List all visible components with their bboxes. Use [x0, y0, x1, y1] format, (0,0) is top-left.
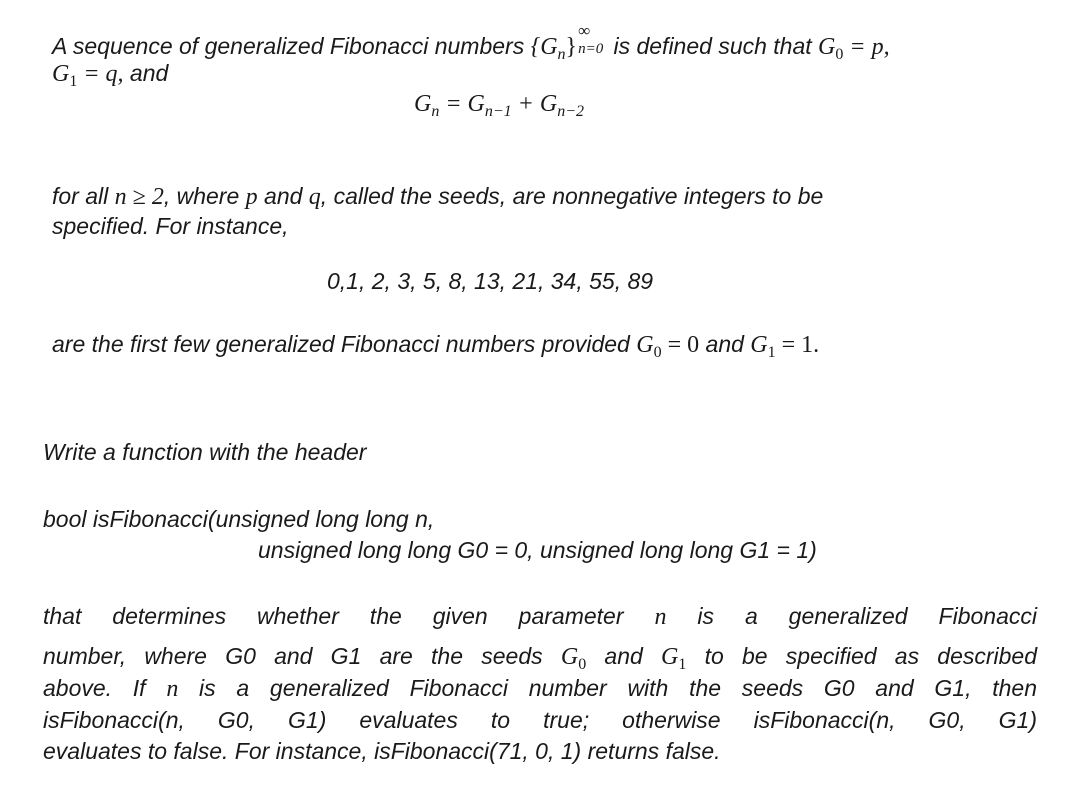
description-g1: G	[661, 644, 679, 670]
provided-g1-rhs: = 1.	[775, 332, 820, 358]
seeds-line-2	[52, 215, 289, 238]
description-text-4: isFibonacci(n, G0, G1) evaluates to true; otherwise isFibonacci(n, G0, G1)	[43, 707, 1037, 733]
recurrence-lhs-sub: n	[431, 103, 440, 120]
description-line-3	[43, 677, 1037, 701]
description-line-1	[43, 605, 1037, 629]
definition-line-1	[52, 21, 890, 63]
sequence-set-subscript: n	[557, 46, 566, 63]
description-line-2	[43, 643, 1038, 673]
provided-g0-sub: 0	[653, 344, 662, 361]
seeds-text-a: for all	[52, 183, 115, 209]
description-text-3b: is a generalized Fibonacci number with the seeds G0 and G1, then	[178, 675, 1037, 701]
g0-rhs: = p,	[843, 34, 890, 60]
description-text-2a: number, where G0 and G1 are the seeds	[43, 643, 561, 669]
g1-subscript: 1	[69, 73, 78, 90]
function-header-text-1: bool isFibonacci(unsigned long long n,	[43, 506, 435, 532]
recurrence-lhs: G	[414, 91, 432, 117]
description-g1-sub: 1	[678, 656, 687, 673]
provided-and: and	[699, 331, 751, 357]
seeds-line-1	[52, 185, 823, 209]
description-text-3a: above. If	[43, 675, 167, 701]
provided-g1: G	[750, 332, 768, 358]
sequence-limits	[577, 21, 607, 57]
function-header-text-2: unsigned long long G0 = 0, unsigned long long G1 = 1)	[258, 537, 817, 563]
recurrence-term2-sub: n−2	[557, 103, 584, 120]
task-intro-text: Write a function with the header	[43, 439, 367, 465]
g1-rhs: = q,	[77, 61, 124, 87]
description-text-1a: that determines whether the given parameter	[43, 603, 655, 629]
g0-symbol: G	[818, 34, 836, 60]
description-line-5	[43, 740, 721, 763]
seeds-text-c: and	[257, 183, 309, 209]
seeds-text-line2: specified. For instance,	[52, 213, 289, 239]
function-header-line-2	[258, 539, 817, 562]
recurrence-equation	[414, 91, 584, 120]
task-intro	[43, 441, 366, 464]
sequence-set-close: }	[565, 34, 578, 60]
description-and: and	[586, 643, 662, 669]
seed-p: p	[245, 184, 258, 210]
seeds-condition: n ≥ 2	[114, 184, 164, 210]
sequence-sub: n=0	[578, 41, 604, 57]
description-n-1: n	[654, 604, 667, 630]
recurrence-eq: = G	[439, 91, 485, 117]
provided-text: are the first few generalized Fibonacci numbers provided	[52, 331, 637, 357]
provided-g0-rhs: = 0	[661, 332, 700, 358]
sequence-example-text: 0,1, 2, 3, 5, 8, 13, 21, 34, 55, 89	[327, 268, 654, 294]
seeds-text-d: , called the seeds, are nonnegative integers to be	[320, 183, 824, 209]
function-header-line-1	[43, 508, 434, 531]
description-g0: G	[560, 644, 579, 670]
description-text-1b: is a generalized Fibonacci	[666, 603, 1037, 629]
g1-symbol: G	[52, 61, 70, 87]
description-n-3: n	[166, 676, 179, 702]
definition-line-2	[52, 60, 169, 90]
provided-line	[52, 331, 820, 361]
sequence-set-open: {G	[530, 34, 558, 60]
g0-subscript: 0	[835, 46, 844, 63]
description-line-4	[43, 709, 1037, 732]
provided-g1-sub: 1	[767, 344, 776, 361]
description-g0-sub: 0	[578, 656, 587, 673]
sequence-example	[327, 270, 653, 293]
definition-text-2: is defined such that	[607, 33, 819, 59]
definition-text: A sequence of generalized Fibonacci numbers	[52, 33, 531, 59]
recurrence-term1-sub: n−1	[484, 103, 512, 120]
description-text-2b: to be specified as described	[686, 643, 1038, 669]
recurrence-plus: + G	[511, 91, 558, 117]
provided-g0: G	[636, 332, 654, 358]
definition-and: and	[123, 60, 169, 86]
seed-q: q	[308, 184, 321, 210]
seeds-text-b: , where	[163, 183, 246, 209]
description-text-5: evaluates to false. For instance, isFibonacci(71, 0, 1) returns false.	[43, 738, 721, 764]
sequence-sup: ∞	[578, 21, 591, 40]
